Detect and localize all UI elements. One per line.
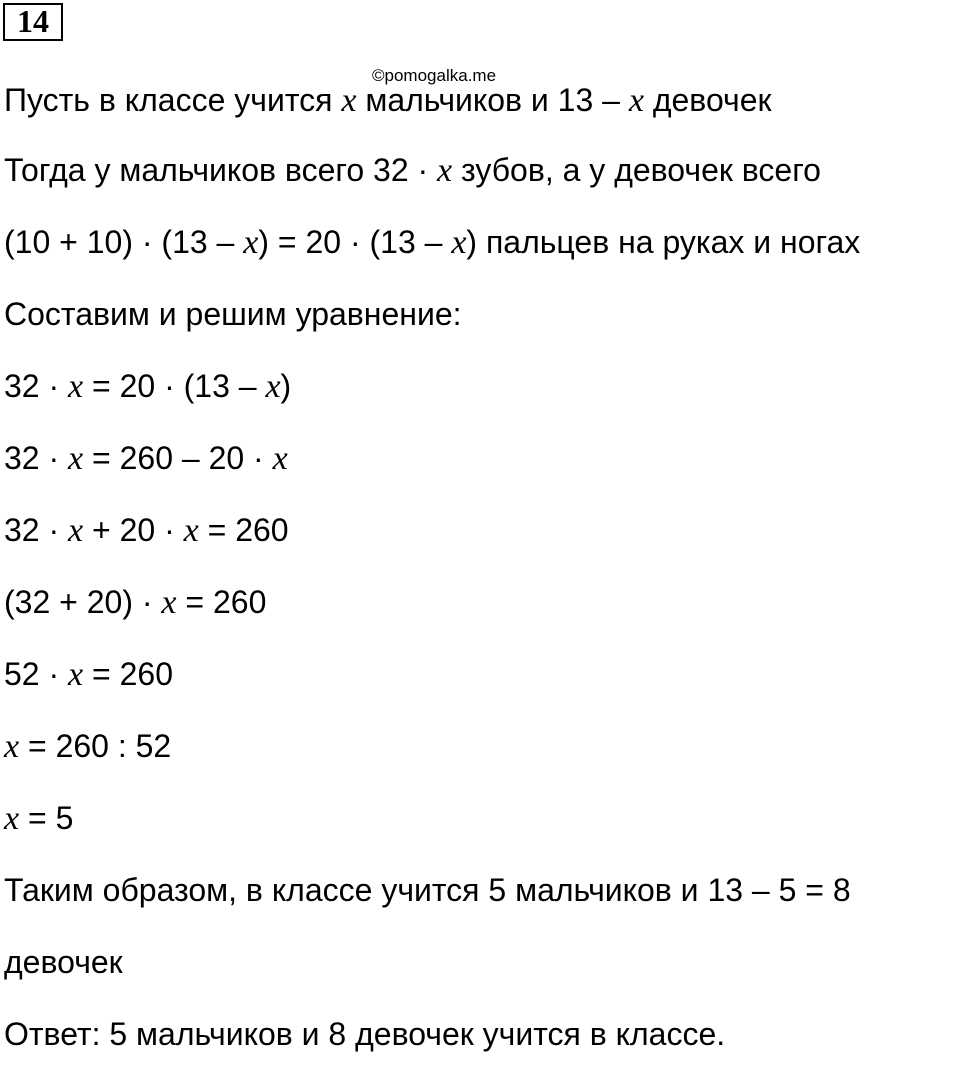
variable-x: x xyxy=(272,440,288,477)
variable-x: x xyxy=(437,152,453,189)
solution-line xyxy=(4,654,173,695)
line-text: (10 + 10) · (13 – xyxy=(4,224,244,260)
line-text: мальчиков и 13 – xyxy=(356,82,629,118)
solution-line xyxy=(4,222,860,263)
solution-line xyxy=(4,438,288,479)
line-text: ) = 20 · (13 – xyxy=(258,224,452,260)
line-text: = 260 – 20 · xyxy=(83,440,273,476)
variable-x: x xyxy=(68,368,84,405)
variable-x: x xyxy=(68,656,84,693)
line-text: = 5 xyxy=(19,800,74,836)
solution-line xyxy=(4,1014,725,1054)
solution-line xyxy=(4,150,821,191)
line-text: = 20 · (13 – xyxy=(83,368,266,404)
line-text: 52 · xyxy=(4,656,69,692)
line-text: 32 · xyxy=(4,368,69,404)
solution-line xyxy=(4,870,851,910)
problem-number: 14 xyxy=(17,3,49,39)
line-text: ) пальцев на руках и ногах xyxy=(466,224,861,260)
solution-line xyxy=(4,798,73,839)
line-text: ) xyxy=(280,368,292,404)
line-text: Ответ: 5 мальчиков и 8 девочек учится в классе. xyxy=(4,1016,726,1052)
variable-x: x xyxy=(243,224,259,261)
solution-line xyxy=(4,80,772,121)
variable-x: x xyxy=(161,584,177,621)
line-text: Тогда у мальчиков всего 32 · xyxy=(4,152,438,188)
line-text: = 260 : 52 xyxy=(19,728,172,764)
line-text: девочек xyxy=(4,944,123,980)
solution-line xyxy=(4,510,289,551)
variable-x: x xyxy=(451,224,467,261)
variable-x: x xyxy=(341,82,357,119)
solution-line xyxy=(4,726,171,767)
line-text: Составим и решим уравнение: xyxy=(4,296,462,332)
line-text: зубов, а у девочек всего xyxy=(452,152,821,188)
variable-x: x xyxy=(265,368,281,405)
line-text: = 260 xyxy=(198,512,289,548)
variable-x: x xyxy=(183,512,199,549)
watermark: ©pomogalka.me xyxy=(372,66,497,85)
variable-x: x xyxy=(4,728,20,765)
solution-line xyxy=(4,366,291,407)
line-text: девочек xyxy=(643,82,772,118)
line-text: Пусть в классе учится xyxy=(4,82,342,118)
line-text: = 260 xyxy=(176,584,267,620)
variable-x: x xyxy=(628,82,644,119)
line-text: = 260 xyxy=(83,656,173,692)
solution-line xyxy=(4,582,266,623)
line-text: Таким образом, в классе учится 5 мальчиков и 13 – 5 = 8 xyxy=(4,872,851,908)
solution-line xyxy=(4,294,462,334)
line-text: + 20 · xyxy=(83,512,184,548)
variable-x: x xyxy=(68,512,84,549)
variable-x: x xyxy=(4,800,20,837)
line-text: 32 · xyxy=(4,512,69,548)
line-text: 32 · xyxy=(4,440,69,476)
line-text: (32 + 20) · xyxy=(4,584,162,620)
variable-x: x xyxy=(68,440,84,477)
problem-number-box xyxy=(3,3,63,41)
solution-line xyxy=(4,942,123,982)
